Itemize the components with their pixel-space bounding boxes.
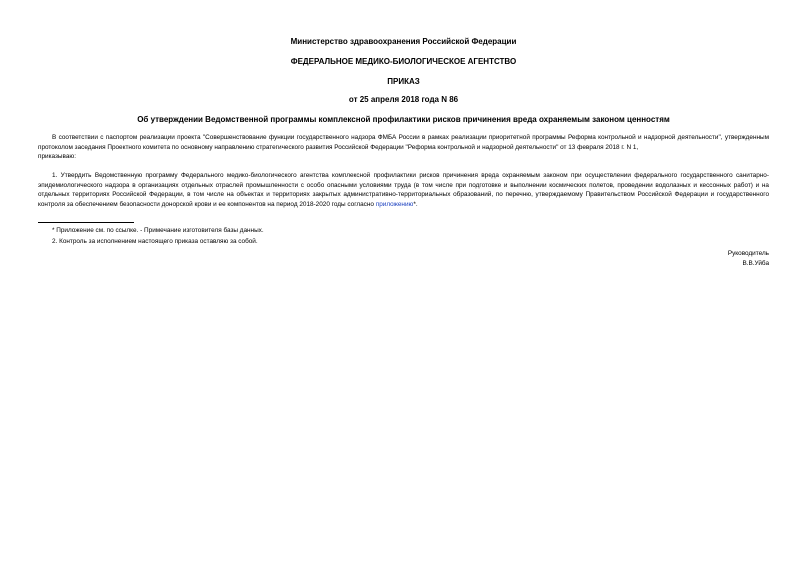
agency-heading: ФЕДЕРАЛЬНОЕ МЕДИКО-БИОЛОГИЧЕСКОЕ АГЕНТСТВО	[290, 57, 517, 66]
item1-end: *.	[413, 200, 418, 208]
item1-paragraph	[38, 171, 769, 209]
order-word: приказываю:	[38, 153, 76, 161]
signature-role: Руководитель	[727, 250, 769, 257]
item2-paragraph: 2. Контроль за исполнением настоящего приказа оставляю за собой.	[52, 238, 258, 245]
preamble-paragraph	[38, 133, 769, 162]
preamble-text: В соответствии с паспортом реализации проекта "Совершенствование функции государственного надзора ФМБА России в рамках реализации приоритетной программы Реформа контрольной и надзорной деятельности", утвержденным протоколом заседания Проектного комитета по основному направлению стратегического развития Российской Федерации "Реформа контрольной и надзорной деятельности" от 13 февраля 2018 г. N 1,	[38, 134, 769, 151]
doc-title: Об утверждении Ведомственной программы комплексной профилактики рисков причинения вреда охраняемым законом ценностям	[137, 115, 670, 124]
item1-text: 1. Утвердить Ведомственную программу Федерального медико-биологического агентства комплексной профилактики рисков причинения вреда охраняемым законом при осуществлении федерального государственного санитарно-эпидемиологического надзора в организациях отдельных отраслей промышленности с особо опасными условиями труда (в том числе при подготовке и выполнении космических полетов, проведении водолазных и кессонных работ) и на отдельных территориях Российской Федерации, в том числе на объектах и территориях закрытых административно-территориальных образований, по перечню, утверждаемому Правительством Российской Федерации и государственного контроля за обеспечением безопасности донорской крови и ее компонентов на период 2018-2020 годы согласно	[38, 172, 769, 208]
appendix-link[interactable]: приложению	[375, 200, 414, 208]
footnote: * Приложение см. по ссылке. - Примечание изготовителя базы данных.	[52, 227, 264, 234]
footnote-divider	[38, 222, 134, 223]
signature-name: В.В.Уйба	[742, 260, 769, 267]
ministry-heading: Министерство здравоохранения Российской Федерации	[290, 37, 517, 46]
doc-type-heading: ПРИКАЗ	[387, 77, 420, 86]
doc-date-number: от 25 апреля 2018 года N 86	[348, 95, 459, 104]
